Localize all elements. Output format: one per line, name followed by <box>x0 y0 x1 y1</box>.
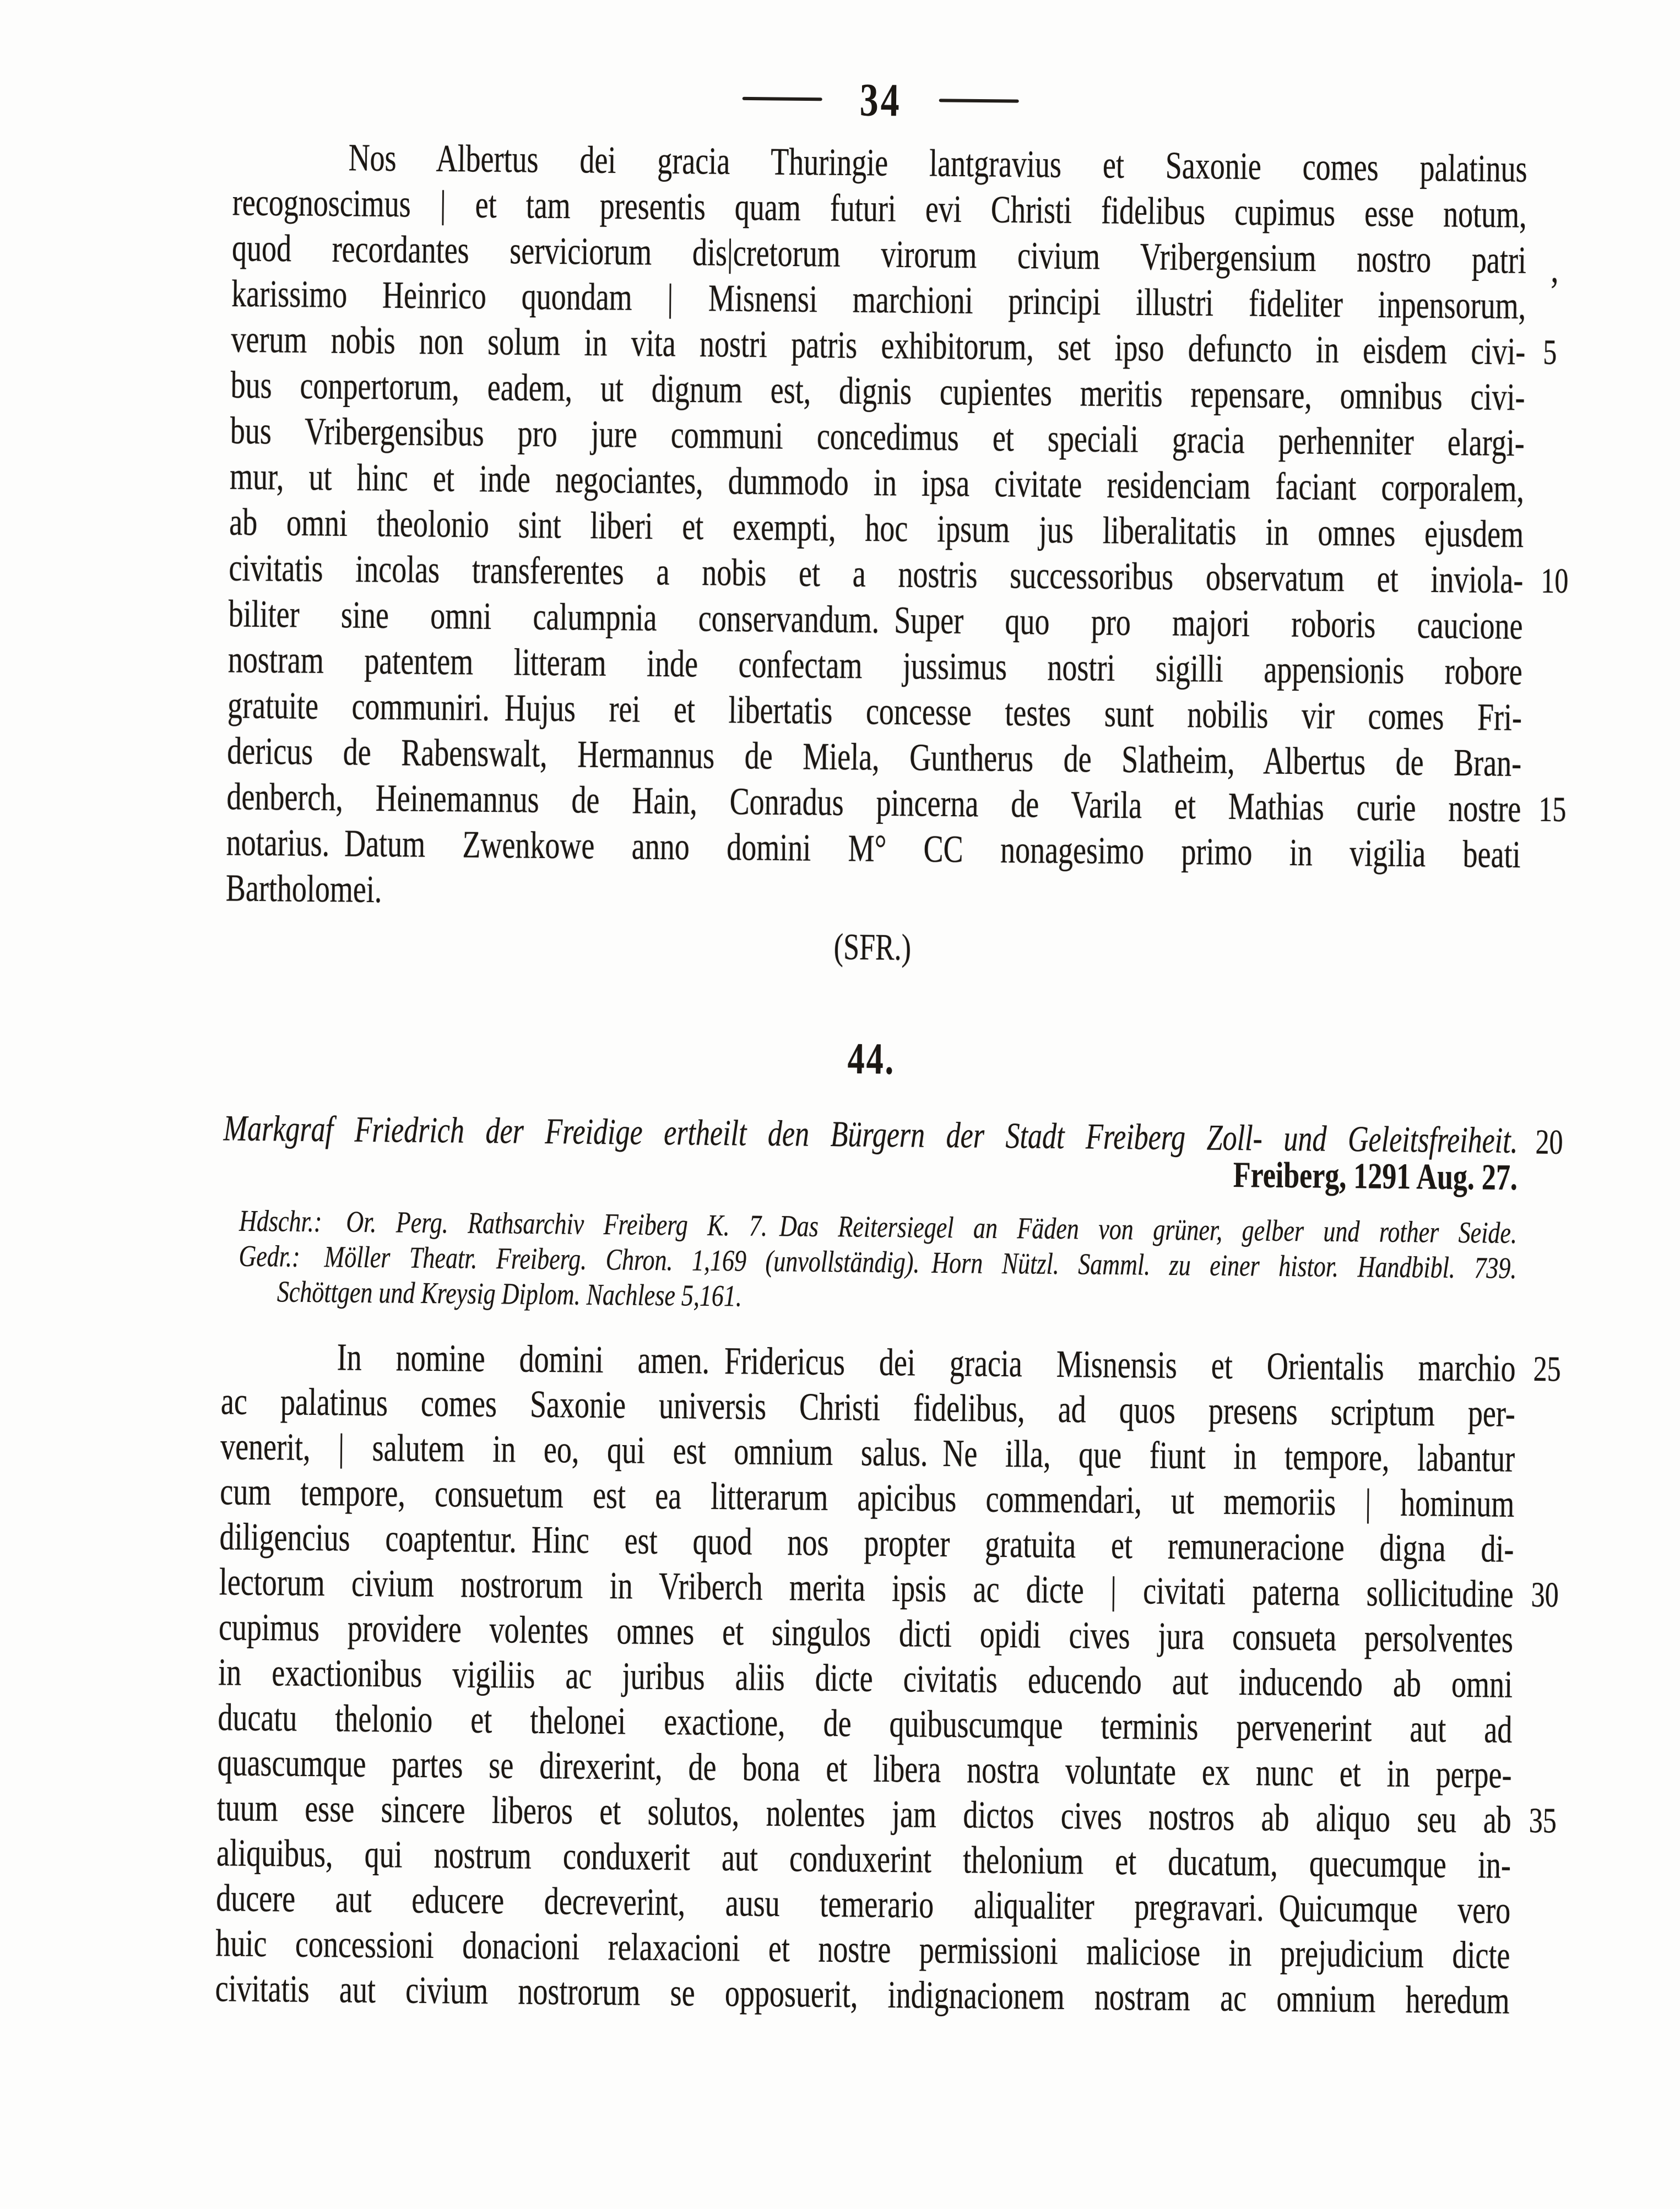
stray-apostrophe-mark: ’ <box>1549 269 1560 314</box>
charter-44-paragraph <box>215 1333 1562 2023</box>
line-text: notarius. Datum Zwenkowe anno domini M° CC nonagesimo primo in vigilia beati <box>226 820 1521 876</box>
line-text: quascumque partes se direxerint, de bona et libera nostra voluntate ex nunc et in perpe- <box>217 1740 1512 1796</box>
margin-line-number-10: 10 <box>1541 560 1569 601</box>
line-text: recognoscimus | et tam presentis quam futuri evi Christi fidelibus cupimus esse notum, <box>232 180 1527 236</box>
line-text: Gedr.: Möller Theatr. Freiberg. Chron. 1,169 (unvollständig). Horn Nützl. Samml. zu einer histor. Handbibl. 739. <box>239 1239 1517 1285</box>
header-rule-right <box>939 99 1019 103</box>
line-text: ducatu thelonio et thelonei exactione, de quibuscumque terminis pervenerint aut ad <box>218 1695 1513 1751</box>
line-text: ac palatinus comes Saxonie universis Christi fidelibus, ad quos presens scriptum per- <box>220 1379 1516 1435</box>
line-text: civitatis incolas transferentes a nobis et a nostris successoribus observatum et inviola- <box>229 546 1524 602</box>
charter-44-number: 44. <box>847 1034 896 1084</box>
line-text: diligencius coaptentur. Hinc est quod nos propter gratuita et remuneracione digna di- <box>219 1515 1514 1571</box>
page-header <box>233 74 1528 126</box>
line-text: biliter sine omni calumpnia conservandum. Super quo pro majori roboris caucione <box>228 591 1523 648</box>
charter-44-dateline: Freiberg, 1291 Aug. 27. <box>1233 1155 1518 1198</box>
line-text: huic concessioni donacioni relaxacioni et nostre permissioni maliciose in prejudicium dicte <box>215 1921 1510 1977</box>
text-column <box>215 73 1569 2023</box>
margin-line-number-35: 35 <box>1529 1800 1557 1841</box>
text-line <box>215 1959 1510 2030</box>
margin-line-number-30: 30 <box>1531 1574 1559 1615</box>
line-text: lectorum civium nostrorum in Vriberch merita ipsis ac dicte | civitati paterna sollicitudine <box>219 1560 1514 1616</box>
line-text: ducere aut educere decreverint, ausu temerario aliqualiter pregravari. Quicumque vero <box>215 1876 1511 1932</box>
header-rule-left <box>743 97 822 101</box>
line-text: dericus de Rabenswalt, Hermannus de Miela, Guntherus de Slatheim, Albertus de Bran- <box>226 729 1522 785</box>
line-text: quod recordantes serviciorum dis|cretorum virorum civium Vribergensium nostro patri <box>231 226 1527 282</box>
line-text: In nomine domini amen. Fridericus dei gracia Misnensis et Orientalis marchio <box>337 1335 1516 1390</box>
line-text: aliquibus, qui nostrum conduxerit aut conduxerint thelonium et ducatum, quecumque in- <box>216 1831 1511 1887</box>
line-text: Hdschr.: Or. Perg. Rathsarchiv Freiberg K. 7. Das Reitersiegel an Fäden von grüner, gelber und rother Seide. <box>239 1203 1518 1250</box>
charter-43-paragraph <box>225 134 1569 923</box>
line-text: ab omni theolonio sint liberi et exempti, hoc ipsum jus liberalitatis in omnes ejusdem <box>229 500 1524 556</box>
line-text: bus conpertorum, eadem, ut dignum est, dignis cupientes meritis repensare, omnibus civi- <box>230 363 1525 419</box>
line-text: bus Vribergensibus pro jure communi concedimus et speciali gracia perhenniter elargi- <box>230 409 1525 465</box>
source-notes <box>239 1203 1518 1321</box>
line-text: tuum esse sincere liberos et solutos, nolentes jam dictos cives nostros ab aliquo seu ab <box>216 1785 1512 1842</box>
line-text: verum nobis non solum in vita nostri patris exhibitorum, set ipso defuncto in eisdem civi- <box>231 317 1526 373</box>
margin-line-number-20: 20 <box>1535 1121 1563 1162</box>
line-text: nostram patentem litteram inde confectam jussimus nostri sigilli appensionis robore <box>227 637 1523 693</box>
line-text: Bartholomei. <box>225 866 382 911</box>
line-text: cupimus providere volentes omnes et singulos dicti opidi cives jura consueta persolventes <box>218 1605 1514 1661</box>
line-text: mur, ut hinc et inde negociantes, dummodo in ipsa civitate residenciam faciant corporalem, <box>229 454 1525 511</box>
regest-text: Markgraf Friedrich der Freidige ertheilt den Bürgern der Stadt Freiberg Zoll- und Geleitsfreiheit. <box>223 1108 1518 1162</box>
seal-signature-note: (SFR.) <box>833 926 912 969</box>
line-text: denberch, Heinemannus de Hain, Conradus pincerna de Varila et Mathias curie nostre <box>226 774 1521 831</box>
line-text: karissimo Heinrico quondam | Misnensi marchioni principi illustri fideliter inpensorum, <box>231 272 1526 328</box>
line-text: civitatis aut civium nostrorum se opposuerit, indignacionem nostram ac omnium heredum <box>215 1966 1510 2022</box>
line-text: Schöttgen und Kreysig Diplom. Nachlese 5,161. <box>277 1274 743 1313</box>
page-number: 34 <box>859 73 902 127</box>
line-text: in exactionibus vigiliis ac juribus aliis dicte civitatis educendo aut inducendo ab omni <box>218 1650 1513 1706</box>
line-text: venerit, | salutem in eo, qui est omnium salus. Ne illa, que fiunt in tempore, labantur <box>220 1424 1515 1480</box>
margin-line-number-5: 5 <box>1543 332 1557 372</box>
line-text: cum tempore, consuetum est ea litterarum apicibus commendari, ut memoriis | hominum <box>220 1469 1515 1526</box>
margin-line-number-15: 15 <box>1538 789 1567 829</box>
line-text: gratuite communiri. Hujus rei et libertatis concesse testes sunt nobilis vir comes Fri- <box>227 683 1522 739</box>
line-text: Nos Albertus dei gracia Thuringie lantgravius et Saxonie comes palatinus <box>348 135 1527 191</box>
margin-line-number-25: 25 <box>1533 1348 1562 1389</box>
